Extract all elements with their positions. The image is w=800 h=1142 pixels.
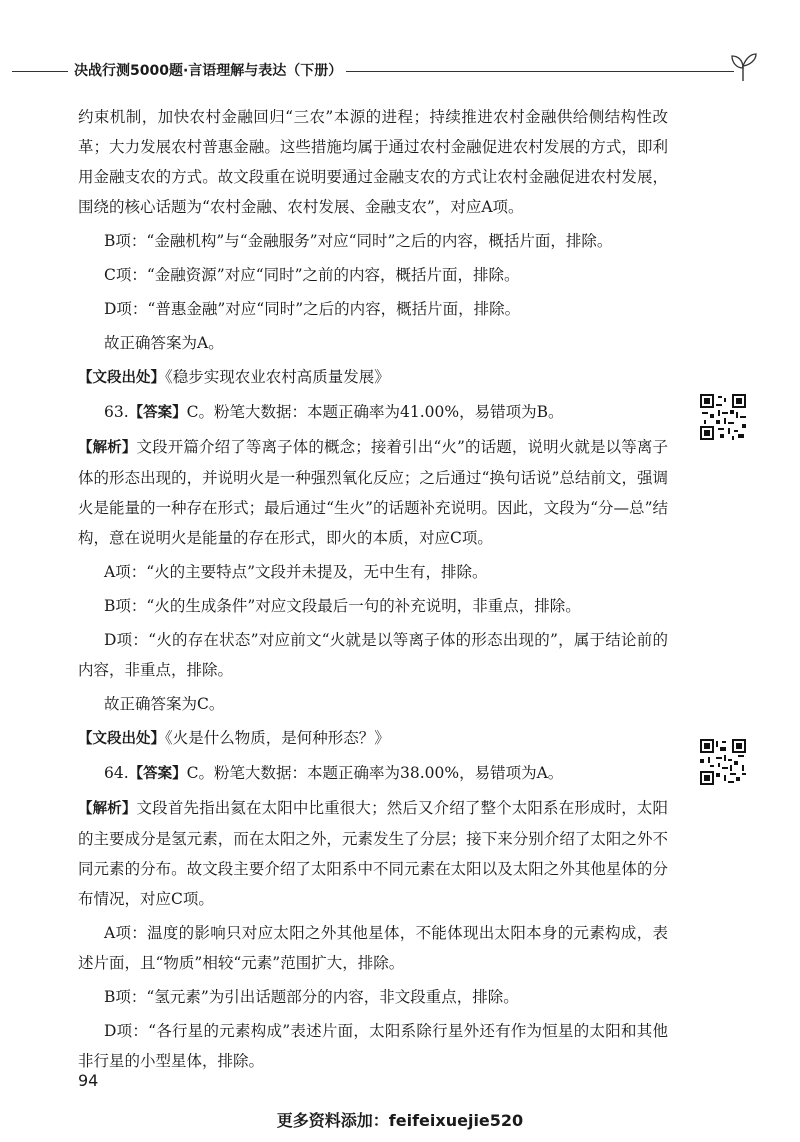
answer-text: C。粉笔大数据：本题正确率为38.00%，易错项为A。 <box>186 764 564 782</box>
source-title: 《稳步实现农业农村高质量发展》 <box>165 368 390 386</box>
paragraph-text: D项：“各行星的元素构成”表述片面，太阳系除行星外还有作为恒星的太阳和其他非行星的小型星体，排除。 <box>78 1022 668 1070</box>
paragraph <box>78 918 668 978</box>
answer-tag: 【答案】 <box>128 766 187 782</box>
paragraph-text: B项：“金融机构”与“金融服务”对应“同时”之后的内容，概括片面，排除。 <box>104 232 613 250</box>
source-line <box>78 362 668 393</box>
answer-text: C。粉笔大数据：本题正确率为41.00%，易错项为B。 <box>186 403 564 421</box>
source-tag: 【文段出处】 <box>78 370 165 386</box>
paragraph <box>78 102 668 222</box>
book-title: 决战行测5000题·言语理解与表达（下册） <box>74 63 343 79</box>
analysis-paragraph <box>78 793 668 914</box>
paragraph <box>78 260 668 290</box>
question-number: 64. <box>104 764 129 782</box>
paragraph <box>78 1016 668 1076</box>
paragraph-text: D项：“火的存在状态”对应前文“火就是以等离子体的形态出现的”，属于结论前的内容，非重点，排除。 <box>78 631 668 679</box>
running-header <box>0 60 800 82</box>
analysis-text: 文段首先指出氦在太阳中比重很大；然后又介绍了整个太阳系在形成时，太阳的主要成分是氢元素，而在太阳之外，元素发生了分层；接下来分别介绍了太阳之外不同元素的分布。故文段主要介绍了太阳系中不同元素在太阳以及太阳之外其他星体的分布情况，对应C项。 <box>78 799 668 908</box>
footer-note: 更多资料添加：feifeixuejie520 <box>276 1111 524 1130</box>
paragraph-text: B项：“氢元素”为引出话题部分的内容，非文段重点，排除。 <box>104 988 519 1006</box>
answer-line <box>78 397 668 428</box>
answer-line <box>78 758 668 789</box>
page-number: 94 <box>78 1071 99 1090</box>
analysis-paragraph <box>78 432 668 553</box>
analysis-tag: 【解析】 <box>78 801 137 817</box>
qr-code-icon[interactable] <box>698 392 748 442</box>
paragraph <box>78 591 668 621</box>
paragraph <box>78 982 668 1012</box>
paragraph-text: 故正确答案为C。 <box>104 695 225 713</box>
paragraph <box>78 689 668 719</box>
header-rule-left <box>12 71 68 72</box>
paragraph-text: B项：“火的生成条件”对应文段最后一句的补充说明，非重点，排除。 <box>104 597 581 615</box>
paragraph-text: A项：“火的主要特点”文段并未提及，无中生有，排除。 <box>104 563 488 581</box>
paragraph <box>78 557 668 587</box>
analysis-text: 文段开篇介绍了等离子体的概念；接着引出“火”的话题，说明火就是以等离子体的形态出现的，并说明火是一种强烈氧化反应；之后通过“换句话说”总结前文，强调火是能量的一种存在形式；最后通过“生火”的话题补充说明。因此，文段为“分—总”结构，意在说明火是能量的存在形式，即火的本质，对应C项。 <box>78 438 669 547</box>
paragraph <box>78 226 668 256</box>
paragraph <box>78 625 668 685</box>
header-rule-right <box>346 71 734 72</box>
paragraph <box>78 294 668 324</box>
source-title: 《火是什么物质，是何种形态？》 <box>165 729 390 747</box>
source-line <box>78 723 668 754</box>
paragraph-text: D项：“普惠金融”对应“同时”之后的内容，概括片面，排除。 <box>104 300 521 318</box>
paragraph-text: C项：“金融资源”对应“同时”之前的内容，概括片面，排除。 <box>104 266 520 284</box>
qr-code-icon[interactable] <box>698 737 748 787</box>
page-body <box>78 102 668 1076</box>
question-number: 63. <box>104 403 129 421</box>
answer-tag: 【答案】 <box>128 405 187 421</box>
analysis-tag: 【解析】 <box>78 440 137 456</box>
paragraph <box>78 328 668 358</box>
paragraph-text: 约束机制，加快农村金融回归“三农”本源的进程；持续推进农村金融供给侧结构性改革；大力发展农村普惠金融。这些措施均属于通过农村金融促进农村发展的方式，即利用金融支农的方式。故文段重在说明要通过金融支农的方式让农村金融促进农村发展，围绕的核心话题为“农村金融、农村发展、金融支农”，对应A项。 <box>78 108 668 216</box>
sprout-icon <box>728 48 758 82</box>
paragraph-text: A项：温度的影响只对应太阳之外其他星体，不能体现出太阳本身的元素构成，表述片面，且“物质”相较“元素”范围扩大，排除。 <box>78 924 668 972</box>
paragraph-text: 故正确答案为A。 <box>104 334 224 352</box>
source-tag: 【文段出处】 <box>78 731 165 747</box>
